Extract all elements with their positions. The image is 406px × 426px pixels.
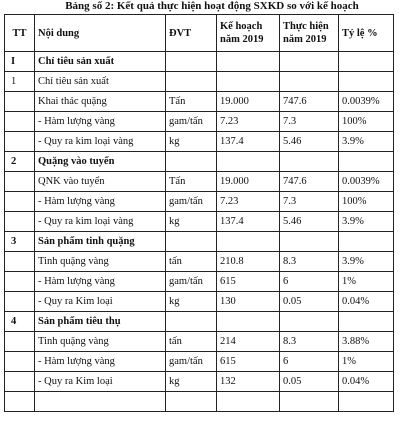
cell-ty-le: 0.04% [339,372,394,392]
cell-tt [5,132,35,152]
cell-thuc-hien [280,392,339,412]
cell-dvt: gam/tấn [166,352,217,372]
table-row [5,172,394,192]
cell-ty-le [339,52,394,72]
cell-dvt: gam/tấn [166,192,217,212]
cell-ty-le: 1% [339,352,394,372]
cell-tt [5,352,35,372]
table-row [5,352,394,372]
cell-thuc-hien: 7.3 [280,112,339,132]
cell-noi-dung: - Hàm lượng vàng [35,352,166,372]
cell-thuc-hien: 0.05 [280,292,339,312]
cell-thuc-hien [280,72,339,92]
cell-tt [5,252,35,272]
cell-noi-dung: - Quy ra kim loại vàng [35,212,166,232]
cell-thuc-hien: 6 [280,272,339,292]
table-row [5,52,394,72]
cell-ty-le: 3.9% [339,252,394,272]
cell-ke-hoach: 210.8 [217,252,280,272]
cell-thuc-hien: 5.46 [280,132,339,152]
table-row [5,292,394,312]
cell-thuc-hien [280,52,339,72]
cell-tt: I [5,52,35,72]
cell-ke-hoach [217,312,280,332]
cell-ke-hoach: 19.000 [217,172,280,192]
table-row [5,272,394,292]
cell-tt [5,212,35,232]
cell-ty-le: 1% [339,272,394,292]
cell-tt [5,332,35,352]
cell-ke-hoach: 137.4 [217,132,280,152]
cell-noi-dung: Sản phẩm tiêu thụ [35,312,166,332]
table-caption: Bảng số 2: Kết quả thực hiện hoạt động SXKD so với kế hoạch [65,0,359,12]
cell-tt [5,292,35,312]
cell-tt [5,372,35,392]
table-row [5,132,394,152]
cell-thuc-hien [280,152,339,172]
cell-ty-le [339,312,394,332]
header-thuc-hien [280,15,339,52]
cell-thuc-hien: 747.6 [280,92,339,112]
header-ke-hoach-line1: Kế hoạch [220,21,263,32]
cell-dvt [166,232,217,252]
cell-ty-le: 3.9% [339,212,394,232]
table-row [5,392,394,412]
cell-dvt: Tấn [166,172,217,192]
cell-noi-dung: QNK vào tuyển [35,172,166,192]
cell-noi-dung: Sản phẩm tinh quặng [35,232,166,252]
cell-ke-hoach: 130 [217,292,280,312]
cell-tt [5,392,35,412]
cell-noi-dung: - Quy ra Kim loại [35,292,166,312]
cell-thuc-hien: 7.3 [280,192,339,212]
production-results-table [4,14,394,412]
cell-dvt [166,72,217,92]
table-header-row [5,15,394,52]
cell-ke-hoach: 7.23 [217,192,280,212]
table-row [5,92,394,112]
header-thuc-hien-line2: năm 2019 [283,34,327,45]
cell-noi-dung: Tinh quặng vàng [35,252,166,272]
table-row [5,112,394,132]
cell-ty-le [339,232,394,252]
table-row [5,232,394,252]
cell-dvt: Tấn [166,92,217,112]
cell-dvt: kg [166,132,217,152]
table-row [5,372,394,392]
cell-ke-hoach [217,152,280,172]
cell-tt: 1 [5,72,35,92]
cell-tt [5,172,35,192]
header-noi-dung: Nội dung [35,15,166,52]
cell-thuc-hien: 8.3 [280,252,339,272]
table-row [5,252,394,272]
cell-ke-hoach: 132 [217,372,280,392]
cell-tt: 2 [5,152,35,172]
cell-noi-dung: Chỉ tiêu sản xuất [35,72,166,92]
cell-thuc-hien: 0.05 [280,372,339,392]
cell-thuc-hien [280,312,339,332]
table-row [5,152,394,172]
cell-dvt: gam/tấn [166,272,217,292]
cell-dvt [166,152,217,172]
cell-dvt [166,312,217,332]
cell-noi-dung: Quặng vào tuyển [35,152,166,172]
cell-ke-hoach [217,52,280,72]
cell-ty-le: 100% [339,192,394,212]
cell-tt [5,92,35,112]
cell-tt [5,112,35,132]
cell-dvt: kg [166,372,217,392]
cell-noi-dung [35,392,166,412]
cell-tt [5,192,35,212]
cell-ty-le: 0.0039% [339,172,394,192]
cell-ke-hoach: 214 [217,332,280,352]
cell-dvt: kg [166,212,217,232]
cell-ke-hoach: 7.23 [217,112,280,132]
cell-thuc-hien: 747.6 [280,172,339,192]
cell-noi-dung: - Hàm lượng vàng [35,112,166,132]
cell-thuc-hien [280,232,339,252]
header-dvt: ĐVT [166,15,217,52]
cell-thuc-hien: 6 [280,352,339,372]
cell-ke-hoach: 615 [217,272,280,292]
header-ty-le: Tỷ lệ % [339,15,394,52]
table-row [5,332,394,352]
cell-noi-dung: - Hàm lượng vàng [35,192,166,212]
cell-noi-dung: Khai thác quặng [35,92,166,112]
cell-ty-le: 0.04% [339,292,394,312]
cell-thuc-hien: 8.3 [280,332,339,352]
cell-ty-le [339,152,394,172]
table-row [5,72,394,92]
cell-noi-dung: Chỉ tiêu sản xuất [35,52,166,72]
cell-ke-hoach: 19.000 [217,92,280,112]
cell-ty-le: 3.9% [339,132,394,152]
cell-ke-hoach [217,72,280,92]
cell-ke-hoach: 615 [217,352,280,372]
cell-noi-dung: - Quy ra kim loại vàng [35,132,166,152]
cell-dvt: tấn [166,252,217,272]
header-ke-hoach-line2: năm 2019 [220,34,264,45]
cell-ty-le: 100% [339,112,394,132]
header-ke-hoach [217,15,280,52]
cell-thuc-hien: 5.46 [280,212,339,232]
table-row [5,192,394,212]
cell-tt: 4 [5,312,35,332]
cell-tt: 3 [5,232,35,252]
cell-dvt: gam/tấn [166,112,217,132]
cell-dvt: kg [166,292,217,312]
cell-tt [5,272,35,292]
header-thuc-hien-line1: Thực hiện [283,21,329,32]
table-row [5,212,394,232]
cell-ty-le: 0.0039% [339,92,394,112]
cell-noi-dung: Tinh quặng vàng [35,332,166,352]
header-tt: TT [5,15,35,52]
cell-dvt: tấn [166,332,217,352]
cell-noi-dung: - Hàm lượng vàng [35,272,166,292]
cell-ke-hoach [217,232,280,252]
cell-dvt [166,52,217,72]
cell-ke-hoach: 137.4 [217,212,280,232]
cell-ty-le [339,72,394,92]
cell-noi-dung: - Quy ra Kim loại [35,372,166,392]
cell-ke-hoach [217,392,280,412]
cell-ty-le [339,392,394,412]
cell-ty-le: 3.88% [339,332,394,352]
table-row [5,312,394,332]
table-body [5,52,394,412]
cell-dvt [166,392,217,412]
